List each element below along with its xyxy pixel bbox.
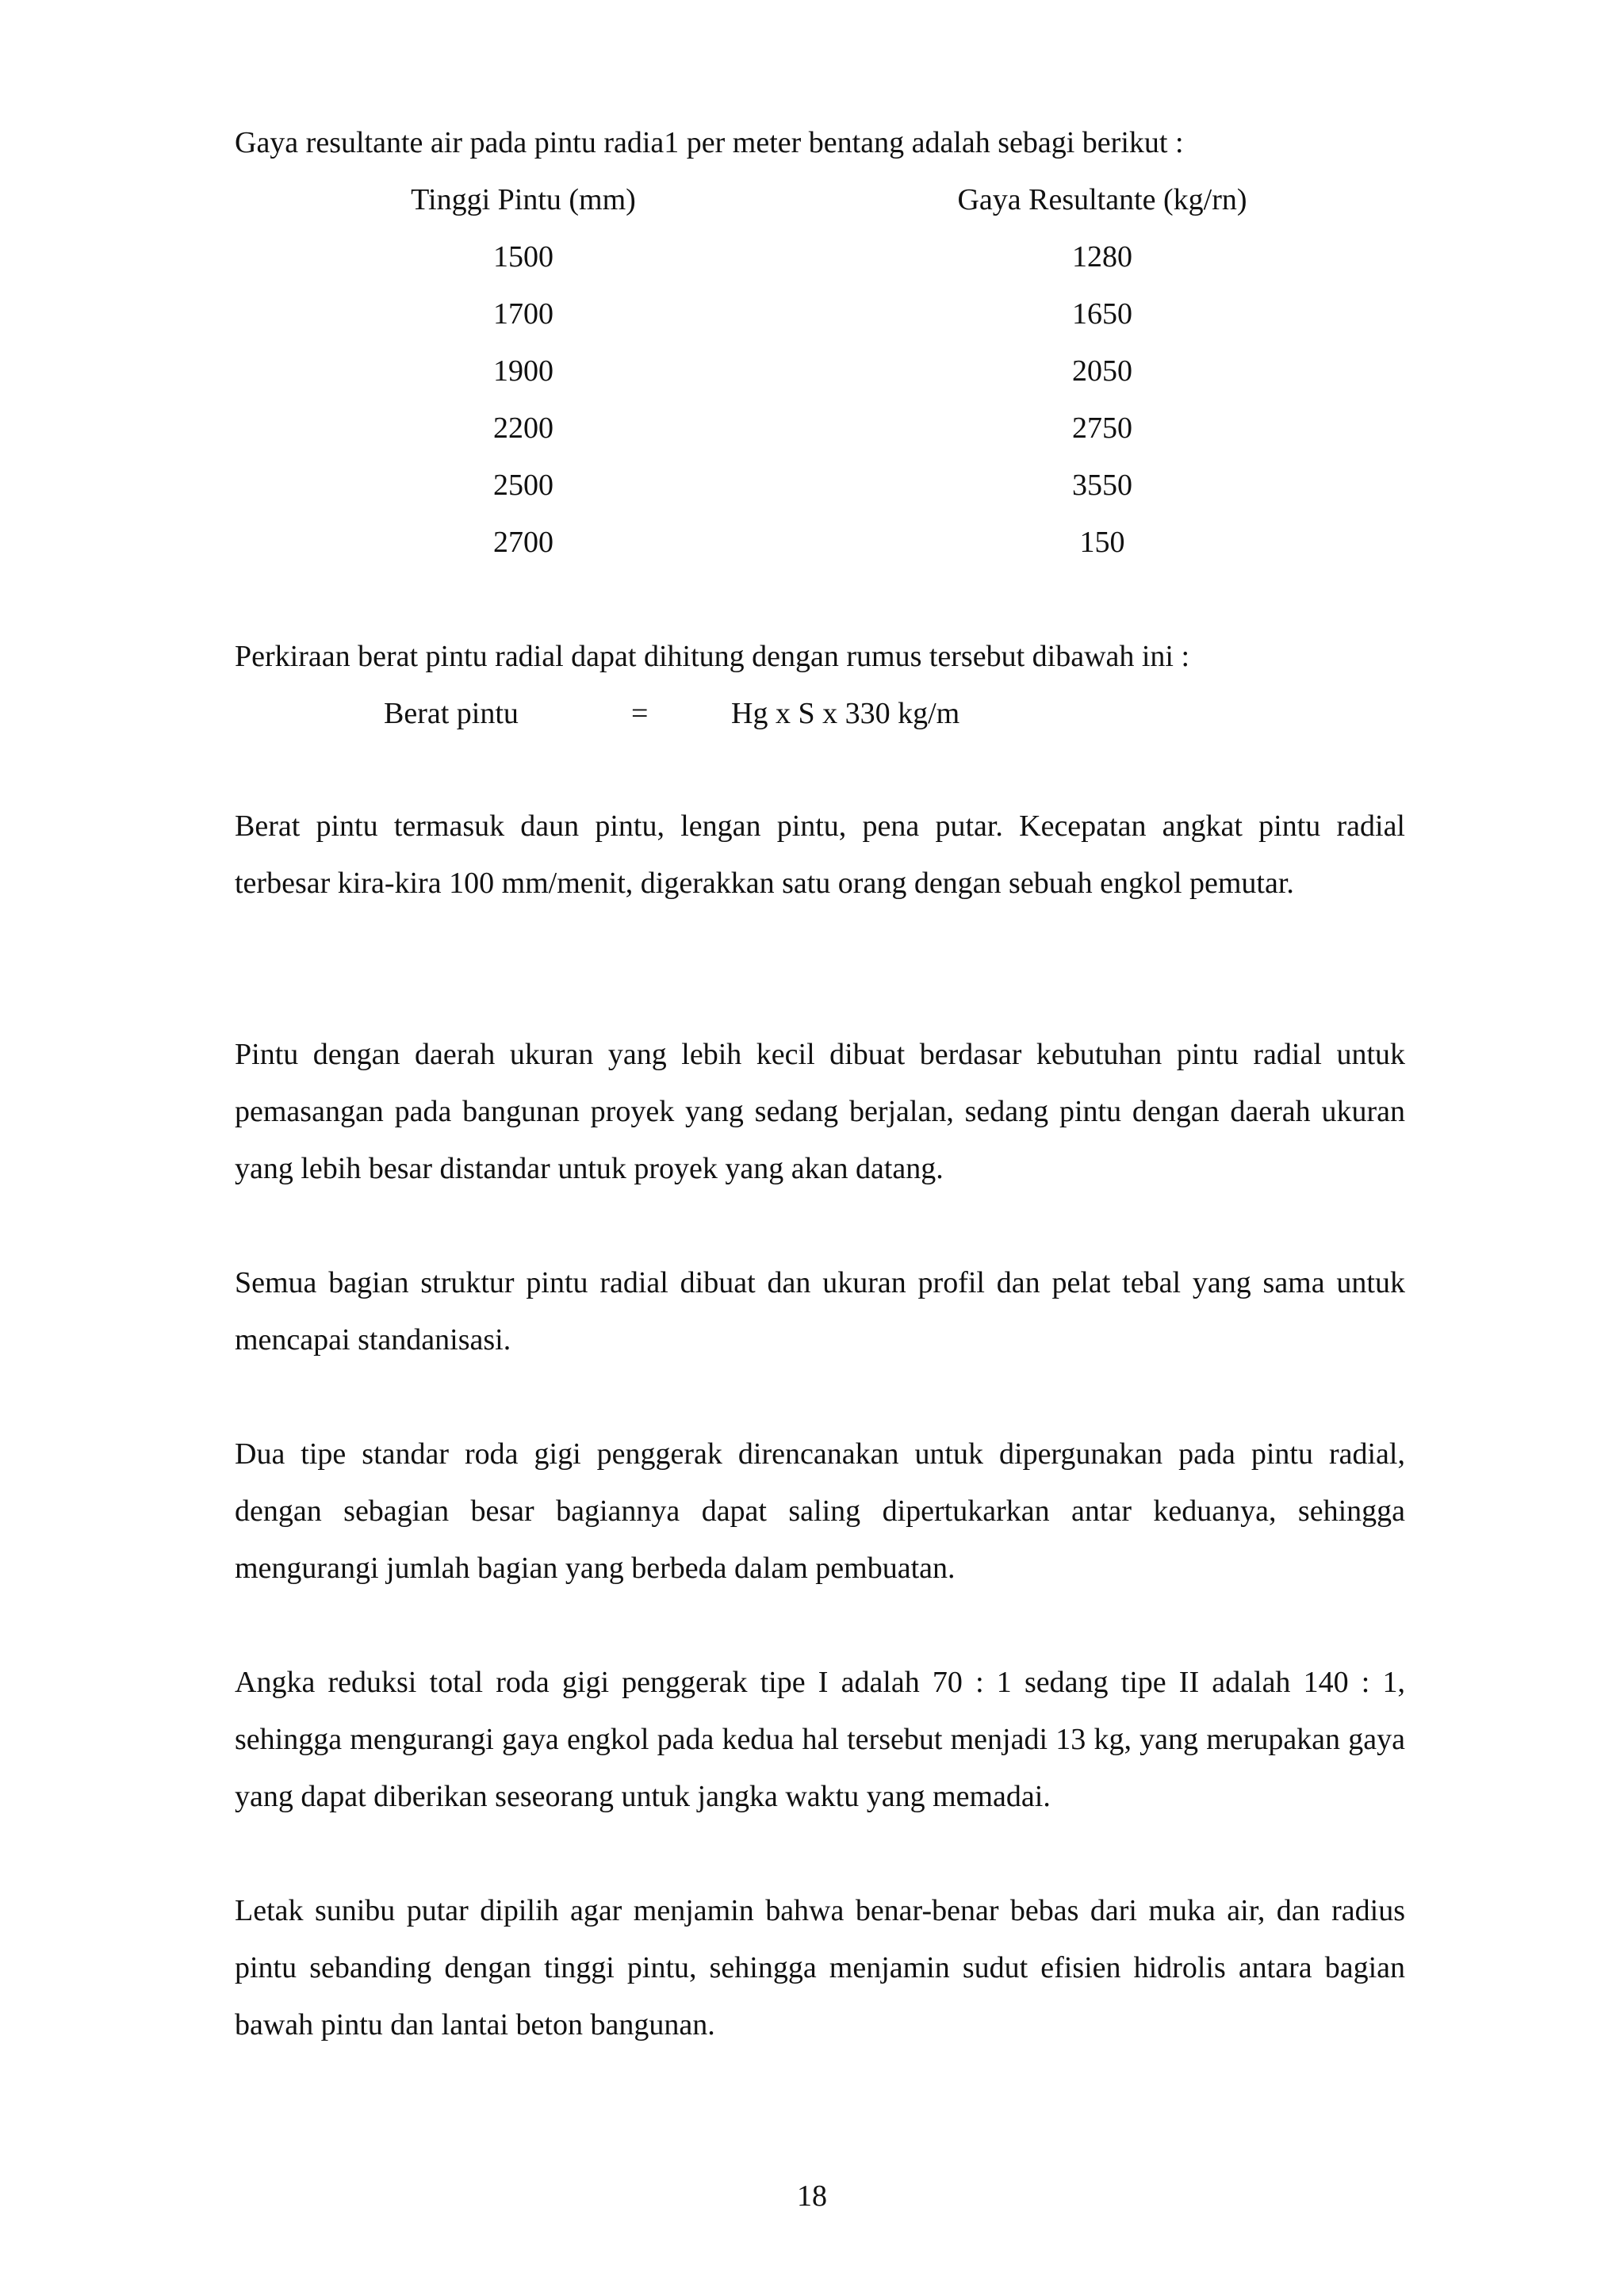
table-cell-force: 1650 [1072,297,1132,331]
table-cell-height: 1900 [493,354,553,388]
table-cell-height: 2700 [493,526,553,559]
table-cell-force: 2750 [1072,411,1132,445]
paragraph-pivot-location: Letak sunibu putar dipilih agar menjamin bahwa benar-benar bebas dari muka air, dan radius pintu sebanding dengan tinggi pintu, sehingga menjamin sudut efisien hidrolis antara bagian bawah pintu dan lantai beton bangunan. [235,1894,1405,2042]
paragraph-gate-weight: Berat pintu termasuk daun pintu, lengan pintu, pena putar. Kecepatan angkat pintu radial terbesar kira-kira 100 mm/menit, digerakkan satu orang dengan sebuah engkol pemutar. [235,809,1405,900]
formula-label: Berat pintu [384,697,519,730]
table-cell-height: 1700 [493,297,553,331]
paragraph-standardization: Semua bagian struktur pintu radial dibuat dan ukuran profil dan pelat tebal yang sama untuk mencapai standanisasi. [235,1266,1405,1357]
table-cell-force: 1280 [1072,240,1132,274]
table-cell-force: 2050 [1072,354,1132,388]
formula-equals: = [631,697,649,730]
intro-text: Gaya resultante air pada pintu radia1 per meter bentang adalah sebagi berikut : [235,126,1184,159]
formula-expression: Hg x S x 330 kg/m [731,697,960,730]
table-header-force: Gaya Resultante (kg/rn) [957,183,1247,216]
table-cell-height: 1500 [493,240,553,274]
paragraph-size-range: Pintu dengan daerah ukuran yang lebih kecil dibuat berdasar kebutuhan pintu radial untuk pemasangan pada bangunan proyek yang sedang berjalan, sedang pintu dengan daerah ukuran yang lebih besar distandar untuk proyek yang akan datang. [235,1038,1405,1185]
weight-intro-text: Perkiraan berat pintu radial dapat dihitung dengan rumus tersebut dibawah ini : [235,640,1190,673]
page-number: 18 [797,2179,827,2213]
table-header-height: Tinggi Pintu (mm) [411,183,636,216]
paragraph-reduction-ratio: Angka reduksi total roda gigi penggerak tipe I adalah 70 : 1 sedang tipe II adalah 140 : 1, sehingga mengurangi gaya engkol pada kedua hal tersebut menjadi 13 kg, yang merupakan gaya yang dapat diberikan seseorang untuk jangka waktu yang memadai. [235,1666,1405,1813]
table-cell-force: 3550 [1072,469,1132,502]
paragraph-gear-types: Dua tipe standar roda gigi penggerak direncanakan untuk dipergunakan pada pintu radial, dengan sebagian besar bagiannya dapat saling dipertukarkan antar keduanya, sehingga mengurangi jumlah bagian yang berbeda dalam pembuatan. [235,1437,1405,1585]
table-cell-height: 2200 [493,411,553,445]
table-cell-force: 150 [1079,526,1125,559]
table-cell-height: 2500 [493,469,553,502]
